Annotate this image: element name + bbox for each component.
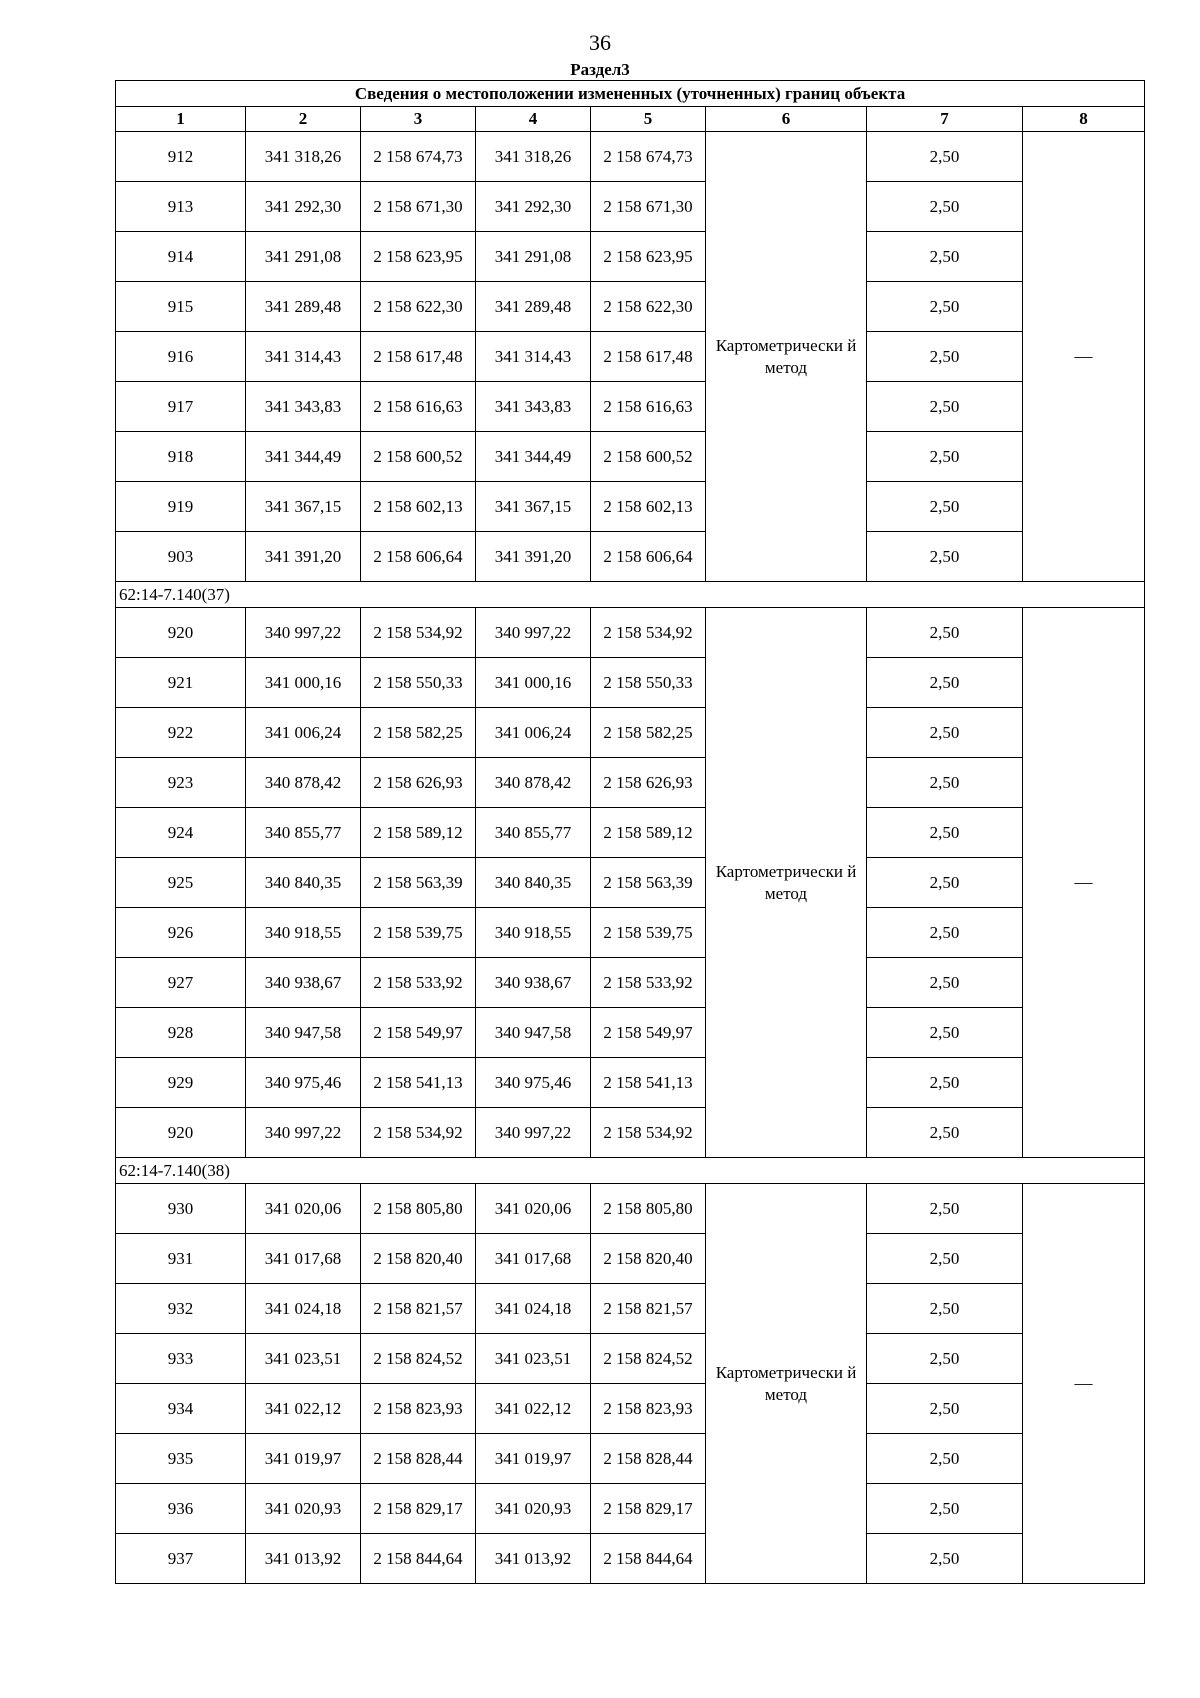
- column-header: 2: [246, 107, 361, 132]
- table-row: [116, 808, 1145, 858]
- parcel-number: 62:14-7.140(38): [116, 1158, 1145, 1184]
- accuracy-cell: 2,50: [867, 1008, 1023, 1058]
- y-new-cell: 2 158 820,40: [591, 1234, 706, 1284]
- accuracy-cell: 2,50: [867, 1384, 1023, 1434]
- column-header: 6: [706, 107, 867, 132]
- column-header: 7: [867, 107, 1023, 132]
- section-title: Раздел3: [570, 60, 630, 79]
- x-new-cell: 340 918,55: [476, 908, 591, 958]
- x-new-cell: 341 314,43: [476, 332, 591, 382]
- x-new-cell: 341 017,68: [476, 1234, 591, 1284]
- x-new-cell: 341 024,18: [476, 1284, 591, 1334]
- x-existing-cell: 341 022,12: [246, 1384, 361, 1434]
- y-existing-cell: 2 158 622,30: [361, 282, 476, 332]
- table-row: [116, 1434, 1145, 1484]
- x-existing-cell: 341 391,20: [246, 532, 361, 582]
- y-existing-cell: 2 158 589,12: [361, 808, 476, 858]
- accuracy-cell: 2,50: [867, 758, 1023, 808]
- y-existing-cell: 2 158 829,17: [361, 1484, 476, 1534]
- x-existing-cell: 341 023,51: [246, 1334, 361, 1384]
- accuracy-cell: 2,50: [867, 482, 1023, 532]
- table-row: [116, 1058, 1145, 1108]
- y-existing-cell: 2 158 534,92: [361, 608, 476, 658]
- y-new-cell: 2 158 602,13: [591, 482, 706, 532]
- x-existing-cell: 341 017,68: [246, 1234, 361, 1284]
- accuracy-cell: 2,50: [867, 608, 1023, 658]
- table-row: [116, 532, 1145, 582]
- y-new-cell: 2 158 600,52: [591, 432, 706, 482]
- page-number: 36: [589, 30, 611, 55]
- y-new-cell: 2 158 539,75: [591, 908, 706, 958]
- parcel-group-row: [116, 1158, 1145, 1184]
- y-new-cell: 2 158 617,48: [591, 332, 706, 382]
- accuracy-cell: 2,50: [867, 132, 1023, 182]
- y-existing-cell: 2 158 674,73: [361, 132, 476, 182]
- accuracy-cell: 2,50: [867, 332, 1023, 382]
- point-number-cell: 920: [116, 1108, 246, 1158]
- table-row: [116, 1184, 1145, 1234]
- y-existing-cell: 2 158 820,40: [361, 1234, 476, 1284]
- y-existing-cell: 2 158 821,57: [361, 1284, 476, 1334]
- table-row: [116, 708, 1145, 758]
- point-number-cell: 930: [116, 1184, 246, 1234]
- table-row: [116, 332, 1145, 382]
- note-cell: —: [1023, 1184, 1145, 1584]
- y-new-cell: 2 158 829,17: [591, 1484, 706, 1534]
- x-existing-cell: 341 344,49: [246, 432, 361, 482]
- y-new-cell: 2 158 533,92: [591, 958, 706, 1008]
- accuracy-cell: 2,50: [867, 1184, 1023, 1234]
- accuracy-cell: 2,50: [867, 432, 1023, 482]
- x-existing-cell: 341 318,26: [246, 132, 361, 182]
- table-row: [116, 758, 1145, 808]
- y-existing-cell: 2 158 824,52: [361, 1334, 476, 1384]
- accuracy-cell: 2,50: [867, 958, 1023, 1008]
- method-cell: Картометрически й метод: [706, 608, 867, 1158]
- table-row: [116, 1334, 1145, 1384]
- x-existing-cell: 341 314,43: [246, 332, 361, 382]
- note-cell: —: [1023, 132, 1145, 582]
- table-row: [116, 1108, 1145, 1158]
- table-row: [116, 658, 1145, 708]
- table-row: [116, 382, 1145, 432]
- accuracy-cell: 2,50: [867, 658, 1023, 708]
- y-new-cell: 2 158 626,93: [591, 758, 706, 808]
- accuracy-cell: 2,50: [867, 1534, 1023, 1584]
- y-existing-cell: 2 158 534,92: [361, 1108, 476, 1158]
- table-caption-row: [116, 81, 1145, 107]
- y-new-cell: 2 158 550,33: [591, 658, 706, 708]
- table-row: [116, 282, 1145, 332]
- x-new-cell: 341 000,16: [476, 658, 591, 708]
- table-row: [116, 858, 1145, 908]
- point-number-cell: 903: [116, 532, 246, 582]
- point-number-cell: 921: [116, 658, 246, 708]
- accuracy-cell: 2,50: [867, 382, 1023, 432]
- point-number-cell: 932: [116, 1284, 246, 1334]
- point-number-cell: 920: [116, 608, 246, 658]
- table-row: [116, 908, 1145, 958]
- point-number-cell: 927: [116, 958, 246, 1008]
- x-new-cell: 341 318,26: [476, 132, 591, 182]
- y-existing-cell: 2 158 533,92: [361, 958, 476, 1008]
- y-new-cell: 2 158 589,12: [591, 808, 706, 858]
- x-existing-cell: 341 367,15: [246, 482, 361, 532]
- x-existing-cell: 341 291,08: [246, 232, 361, 282]
- table-row: [116, 1534, 1145, 1584]
- parcel-group-row: [116, 582, 1145, 608]
- column-header: 8: [1023, 107, 1145, 132]
- y-existing-cell: 2 158 844,64: [361, 1534, 476, 1584]
- x-new-cell: 340 997,22: [476, 608, 591, 658]
- point-number-cell: 929: [116, 1058, 246, 1108]
- point-number-cell: 919: [116, 482, 246, 532]
- column-header: 4: [476, 107, 591, 132]
- y-existing-cell: 2 158 805,80: [361, 1184, 476, 1234]
- point-number-cell: 918: [116, 432, 246, 482]
- x-new-cell: 340 855,77: [476, 808, 591, 858]
- coordinates-table: [115, 80, 1145, 1584]
- table-row: [116, 608, 1145, 658]
- point-number-cell: 931: [116, 1234, 246, 1284]
- x-existing-cell: 341 000,16: [246, 658, 361, 708]
- x-new-cell: 340 878,42: [476, 758, 591, 808]
- table-body: [116, 81, 1145, 1584]
- y-existing-cell: 2 158 823,93: [361, 1384, 476, 1434]
- y-new-cell: 2 158 823,93: [591, 1384, 706, 1434]
- y-new-cell: 2 158 821,57: [591, 1284, 706, 1334]
- x-new-cell: 341 289,48: [476, 282, 591, 332]
- x-existing-cell: 341 019,97: [246, 1434, 361, 1484]
- x-new-cell: 341 023,51: [476, 1334, 591, 1384]
- accuracy-cell: 2,50: [867, 1058, 1023, 1108]
- y-existing-cell: 2 158 563,39: [361, 858, 476, 908]
- x-new-cell: 341 022,12: [476, 1384, 591, 1434]
- accuracy-cell: 2,50: [867, 282, 1023, 332]
- y-existing-cell: 2 158 671,30: [361, 182, 476, 232]
- table-row: [116, 182, 1145, 232]
- accuracy-cell: 2,50: [867, 1108, 1023, 1158]
- x-new-cell: 340 975,46: [476, 1058, 591, 1108]
- point-number-cell: 923: [116, 758, 246, 808]
- table-row: [116, 232, 1145, 282]
- accuracy-cell: 2,50: [867, 1234, 1023, 1284]
- column-header: 1: [116, 107, 246, 132]
- y-existing-cell: 2 158 549,97: [361, 1008, 476, 1058]
- y-existing-cell: 2 158 550,33: [361, 658, 476, 708]
- table-row: [116, 1384, 1145, 1434]
- point-number-cell: 937: [116, 1534, 246, 1584]
- accuracy-cell: 2,50: [867, 808, 1023, 858]
- x-new-cell: 341 343,83: [476, 382, 591, 432]
- y-existing-cell: 2 158 616,63: [361, 382, 476, 432]
- x-new-cell: 341 367,15: [476, 482, 591, 532]
- x-new-cell: 341 391,20: [476, 532, 591, 582]
- parcel-number: 62:14-7.140(37): [116, 582, 1145, 608]
- x-new-cell: 341 013,92: [476, 1534, 591, 1584]
- x-existing-cell: 340 918,55: [246, 908, 361, 958]
- point-number-cell: 928: [116, 1008, 246, 1058]
- point-number-cell: 933: [116, 1334, 246, 1384]
- y-new-cell: 2 158 549,97: [591, 1008, 706, 1058]
- accuracy-cell: 2,50: [867, 708, 1023, 758]
- y-existing-cell: 2 158 606,64: [361, 532, 476, 582]
- x-existing-cell: 340 997,22: [246, 608, 361, 658]
- table-row: [116, 958, 1145, 1008]
- y-new-cell: 2 158 541,13: [591, 1058, 706, 1108]
- y-new-cell: 2 158 582,25: [591, 708, 706, 758]
- table-row: [116, 132, 1145, 182]
- x-existing-cell: 341 289,48: [246, 282, 361, 332]
- table-row: [116, 1284, 1145, 1334]
- accuracy-cell: 2,50: [867, 532, 1023, 582]
- table-row: [116, 432, 1145, 482]
- point-number-cell: 935: [116, 1434, 246, 1484]
- x-new-cell: 341 292,30: [476, 182, 591, 232]
- column-header: 3: [361, 107, 476, 132]
- note-cell: —: [1023, 608, 1145, 1158]
- point-number-cell: 916: [116, 332, 246, 382]
- point-number-cell: 924: [116, 808, 246, 858]
- point-number-cell: 925: [116, 858, 246, 908]
- accuracy-cell: 2,50: [867, 908, 1023, 958]
- y-new-cell: 2 158 671,30: [591, 182, 706, 232]
- x-existing-cell: 340 938,67: [246, 958, 361, 1008]
- y-new-cell: 2 158 844,64: [591, 1534, 706, 1584]
- x-existing-cell: 340 947,58: [246, 1008, 361, 1058]
- method-cell: Картометрически й метод: [706, 1184, 867, 1584]
- x-existing-cell: 340 975,46: [246, 1058, 361, 1108]
- accuracy-cell: 2,50: [867, 1434, 1023, 1484]
- y-existing-cell: 2 158 539,75: [361, 908, 476, 958]
- y-new-cell: 2 158 622,30: [591, 282, 706, 332]
- y-new-cell: 2 158 824,52: [591, 1334, 706, 1384]
- y-existing-cell: 2 158 626,93: [361, 758, 476, 808]
- x-existing-cell: 340 878,42: [246, 758, 361, 808]
- table-row: [116, 1234, 1145, 1284]
- x-new-cell: 340 840,35: [476, 858, 591, 908]
- method-cell: Картометрически й метод: [706, 132, 867, 582]
- point-number-cell: 936: [116, 1484, 246, 1534]
- accuracy-cell: 2,50: [867, 858, 1023, 908]
- y-new-cell: 2 158 674,73: [591, 132, 706, 182]
- x-new-cell: 340 947,58: [476, 1008, 591, 1058]
- x-existing-cell: 341 020,93: [246, 1484, 361, 1534]
- y-new-cell: 2 158 616,63: [591, 382, 706, 432]
- point-number-cell: 917: [116, 382, 246, 432]
- point-number-cell: 915: [116, 282, 246, 332]
- x-existing-cell: 341 013,92: [246, 1534, 361, 1584]
- table-row: [116, 482, 1145, 532]
- accuracy-cell: 2,50: [867, 232, 1023, 282]
- y-new-cell: 2 158 563,39: [591, 858, 706, 908]
- y-new-cell: 2 158 828,44: [591, 1434, 706, 1484]
- x-existing-cell: 341 020,06: [246, 1184, 361, 1234]
- x-existing-cell: 341 292,30: [246, 182, 361, 232]
- x-existing-cell: 341 024,18: [246, 1284, 361, 1334]
- point-number-cell: 934: [116, 1384, 246, 1434]
- point-number-cell: 913: [116, 182, 246, 232]
- x-new-cell: 341 020,93: [476, 1484, 591, 1534]
- column-header-row: [116, 107, 1145, 132]
- x-existing-cell: 340 997,22: [246, 1108, 361, 1158]
- x-existing-cell: 340 840,35: [246, 858, 361, 908]
- y-new-cell: 2 158 606,64: [591, 532, 706, 582]
- table-row: [116, 1484, 1145, 1534]
- y-existing-cell: 2 158 602,13: [361, 482, 476, 532]
- x-new-cell: 341 344,49: [476, 432, 591, 482]
- point-number-cell: 922: [116, 708, 246, 758]
- x-new-cell: 341 006,24: [476, 708, 591, 758]
- point-number-cell: 926: [116, 908, 246, 958]
- accuracy-cell: 2,50: [867, 182, 1023, 232]
- point-number-cell: 912: [116, 132, 246, 182]
- x-new-cell: 340 938,67: [476, 958, 591, 1008]
- y-new-cell: 2 158 623,95: [591, 232, 706, 282]
- column-header: 5: [591, 107, 706, 132]
- y-new-cell: 2 158 534,92: [591, 608, 706, 658]
- table-caption: Сведения о местоположении измененных (уточненных) границ объекта: [116, 81, 1145, 107]
- y-new-cell: 2 158 534,92: [591, 1108, 706, 1158]
- x-existing-cell: 341 343,83: [246, 382, 361, 432]
- x-new-cell: 341 019,97: [476, 1434, 591, 1484]
- y-existing-cell: 2 158 600,52: [361, 432, 476, 482]
- x-new-cell: 341 291,08: [476, 232, 591, 282]
- x-new-cell: 340 997,22: [476, 1108, 591, 1158]
- table-row: [116, 1008, 1145, 1058]
- accuracy-cell: 2,50: [867, 1334, 1023, 1384]
- y-existing-cell: 2 158 623,95: [361, 232, 476, 282]
- y-existing-cell: 2 158 617,48: [361, 332, 476, 382]
- y-existing-cell: 2 158 582,25: [361, 708, 476, 758]
- accuracy-cell: 2,50: [867, 1484, 1023, 1534]
- y-existing-cell: 2 158 828,44: [361, 1434, 476, 1484]
- y-new-cell: 2 158 805,80: [591, 1184, 706, 1234]
- x-existing-cell: 340 855,77: [246, 808, 361, 858]
- y-existing-cell: 2 158 541,13: [361, 1058, 476, 1108]
- point-number-cell: 914: [116, 232, 246, 282]
- accuracy-cell: 2,50: [867, 1284, 1023, 1334]
- x-existing-cell: 341 006,24: [246, 708, 361, 758]
- x-new-cell: 341 020,06: [476, 1184, 591, 1234]
